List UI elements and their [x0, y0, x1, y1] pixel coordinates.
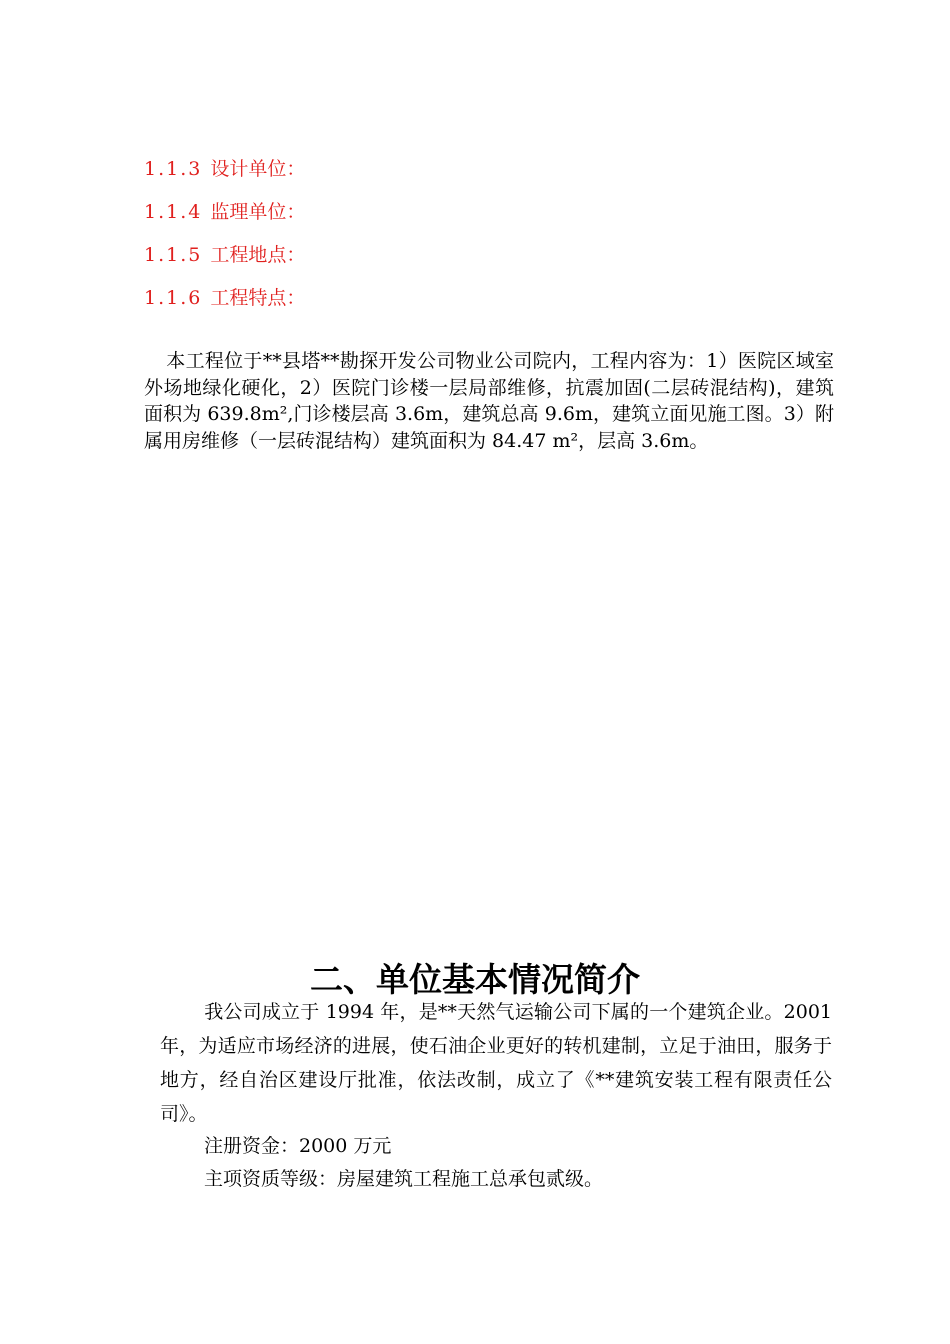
company-intro	[160, 995, 832, 1131]
item-project-location	[144, 243, 305, 267]
project-description-text: 本工程位于**县塔**勘探开发公司物业公司院内，工程内容为：1）医院区域室外场地绿化硬化，2）医院门诊楼一层局部维修，抗震加固(二层砖混结构)，建筑面积为 639.8m²,门诊楼层高 3.6m，建筑总高 9.6m，建筑立面见施工图。3）附属用房维修（一层砖混结构）建筑面积为 84.47 m²，层高 3.6m。	[144, 350, 834, 452]
item-project-features	[144, 286, 305, 310]
item-label: 设计单位：	[210, 158, 306, 180]
item-supervision-unit	[144, 200, 305, 224]
company-intro-text: 我公司成立于 1994 年，是**天然气运输公司下属的一个建筑企业。2001 年，为适应市场经济的进展，使石油企业更好的转机建制，立足于油田，服务于地方，经自治区建设厅批准，依法改制，成立了《**建筑安装工程有限责任公司》。	[160, 1001, 832, 1125]
item-number: 1.1.3	[144, 158, 203, 180]
item-number: 1.1.6	[144, 287, 203, 309]
item-label: 工程特点：	[210, 287, 306, 309]
qualification-level: 主项资质等级：房屋建筑工程施工总承包贰级。	[204, 1168, 604, 1190]
item-label: 工程地点：	[210, 244, 306, 266]
project-description	[144, 348, 834, 454]
item-number: 1.1.5	[144, 244, 203, 266]
item-label: 监理单位：	[210, 201, 306, 223]
item-design-unit	[144, 157, 305, 181]
section-heading: 二、单位基本情况简介	[310, 960, 640, 999]
item-number: 1.1.4	[144, 201, 203, 223]
registered-capital: 注册资金：2000 万元	[204, 1135, 392, 1157]
